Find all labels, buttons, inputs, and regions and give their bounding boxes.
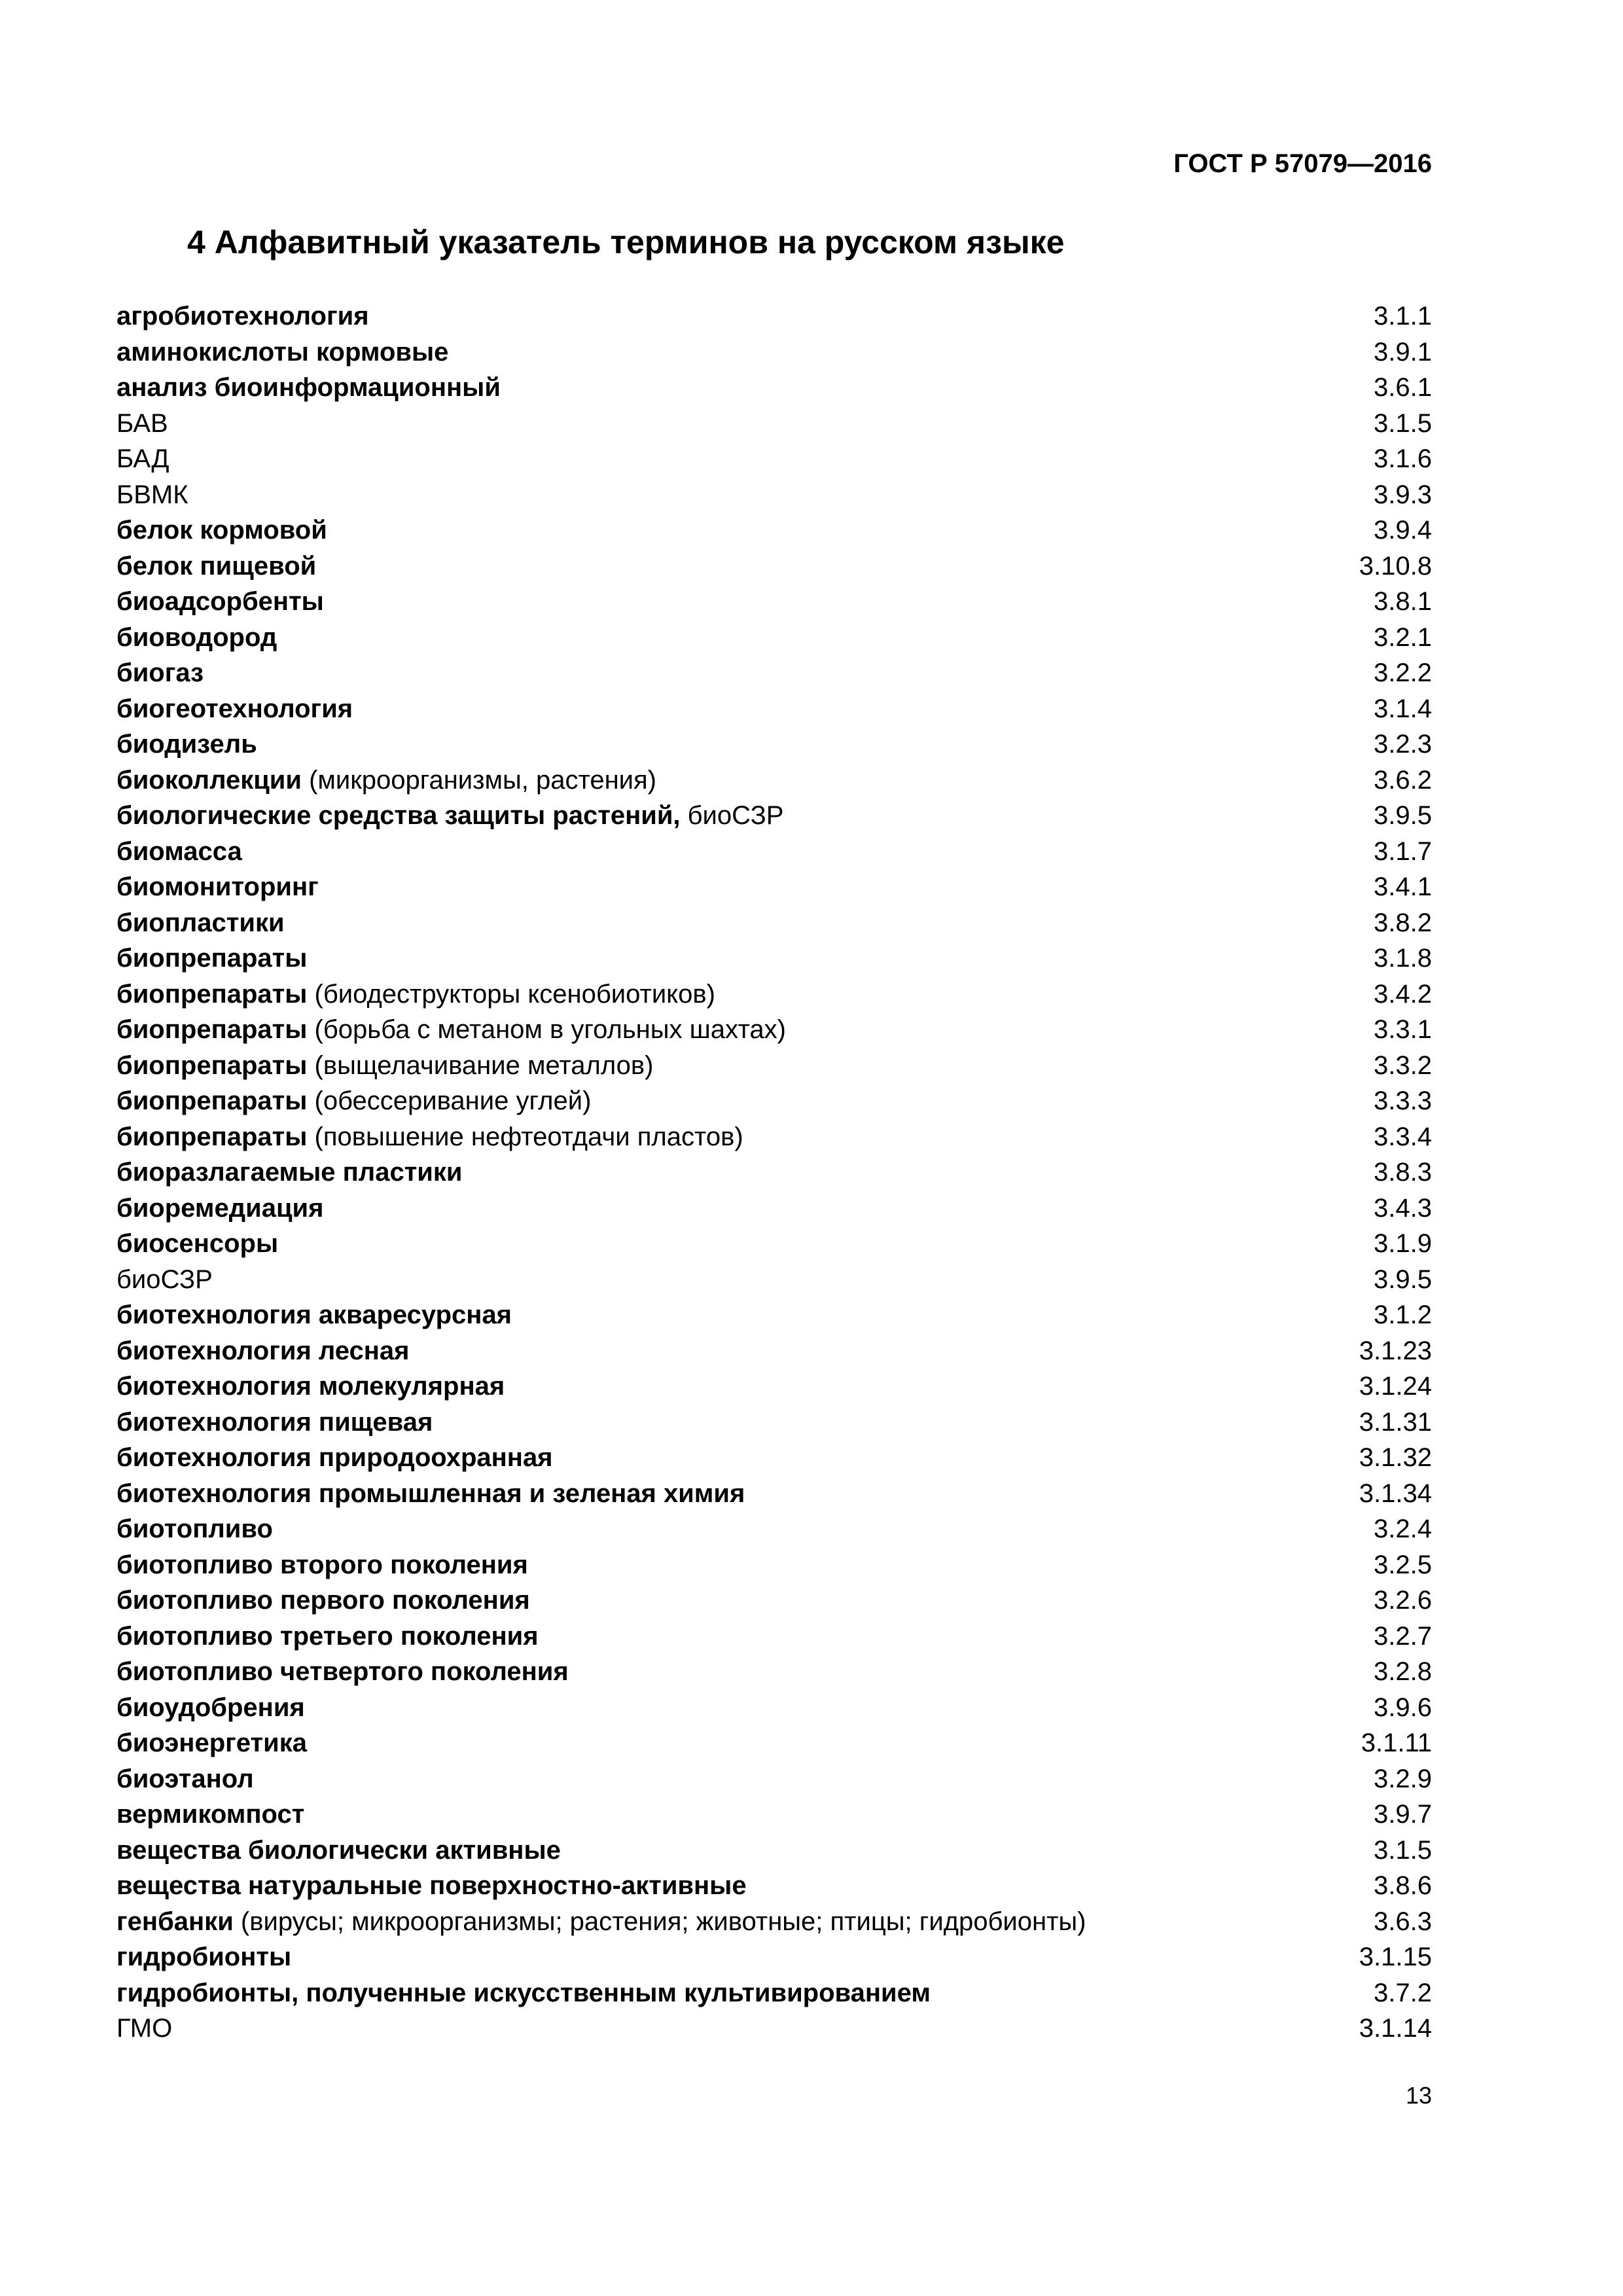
entry-term: биомасса [116,836,242,866]
index-entry [116,584,1432,620]
entry-term: биопрепараты [116,944,308,973]
index-entry [116,834,1432,870]
entry-term: биомониторинг [116,872,319,901]
entry-term: биоэнергетика [116,1729,307,1757]
entry-ref: 3.2.6 [1374,1586,1432,1615]
entry-ref: 3.6.3 [1374,1907,1432,1936]
entry-ref: 3.9.3 [1374,480,1432,509]
entry-text [116,1191,323,1227]
entry-ref: 3.2.9 [1374,1764,1432,1793]
entry-text [116,1369,505,1405]
entry-text [116,334,448,370]
index-entry [116,1583,1432,1619]
entry-ref: 3.6.2 [1374,765,1432,795]
index-entry [116,1476,1432,1512]
entry-term: биотопливо третьего поколения [116,1621,539,1651]
entry-text [116,905,285,941]
entry-text [116,1833,561,1869]
entry-ref: 3.9.5 [1374,801,1432,830]
entry-note: (обессеривание углей) [307,1086,592,1115]
index-entry [116,620,1432,656]
entry-text [116,1975,931,2011]
entry-term: биодизель [116,730,257,759]
index-entry [116,1654,1432,1690]
entry-ref: 3.1.14 [1359,2014,1432,2043]
entry-ref: 3.1.34 [1359,1479,1432,1508]
entry-text [116,512,327,548]
entry-text [116,941,307,977]
entry-text [116,834,242,870]
entry-term: биотехнология акваресурсная [116,1300,512,1329]
section-title: 4 Алфавитный указатель терминов на русском языке [187,224,1065,260]
index-entry [116,1833,1432,1869]
index-entry [116,1333,1432,1369]
entry-term: аминокислоты кормовые [116,337,449,367]
index-entry [116,477,1432,513]
entry-text [116,441,169,477]
entry-ref: 3.1.5 [1374,408,1432,438]
index-entry [116,977,1432,1013]
entry-text [116,298,369,334]
entry-term: БАД [116,444,169,473]
page-number: 13 [1405,2082,1432,2109]
entry-text [116,2011,172,2047]
entry-ref: 3.1.8 [1374,944,1432,973]
entry-ref: 3.1.7 [1374,836,1432,866]
entry-ref: 3.9.7 [1374,1800,1432,1829]
entry-note: (повышение нефтеотдачи пластов) [307,1122,743,1151]
index-entry [116,441,1432,477]
entry-ref: 3.8.3 [1374,1158,1432,1187]
entry-text [116,1547,528,1583]
entry-term: биотопливо [116,1515,273,1543]
entry-term: биотехнология промышленная и зеленая химия [116,1479,745,1508]
entry-term: биогеотехнология [116,694,353,723]
entry-text [116,1619,539,1655]
entry-text [116,1904,1086,1940]
entry-text [116,691,353,727]
entry-term: биоСЗР [116,1265,213,1294]
entry-ref: 3.1.32 [1359,1443,1432,1472]
entry-term: вещества натуральные поверхностно-активные [116,1871,747,1900]
index-entry [116,1619,1432,1655]
entry-text [116,798,783,834]
entry-text [116,370,501,406]
entry-text [116,977,715,1013]
entry-ref: 3.3.1 [1374,1015,1432,1044]
entry-ref: 3.4.2 [1374,979,1432,1009]
entry-term: БВМК [116,480,188,509]
entry-ref: 3.1.15 [1359,1943,1432,1971]
entry-text [116,1440,553,1476]
entry-text [116,1725,307,1761]
entry-ref: 3.1.1 [1374,302,1432,331]
index-entry [116,1012,1432,1048]
index-entry [116,1939,1432,1975]
entry-text [116,1155,463,1191]
entry-term: биопрепараты [116,979,308,1009]
entry-term: биотопливо второго поколения [116,1550,528,1579]
entry-term: биоводород [116,622,277,652]
index-entry [116,869,1432,905]
index-entry [116,1226,1432,1262]
index-entry [116,298,1432,334]
entry-term: биоудобрения [116,1693,305,1722]
entry-text [116,726,257,762]
entry-ref: 3.9.6 [1374,1693,1432,1722]
index-entry [116,941,1432,977]
entry-term: биотехнология пищевая [116,1407,433,1437]
entry-text [116,1868,747,1904]
index-entry [116,1690,1432,1726]
entry-term: БАВ [116,408,168,438]
entry-text [116,406,168,442]
entry-term: биопрепараты [116,1015,308,1044]
entry-note: (вирусы; микроорганизмы; растения; животные; птицы; гидробионты) [233,1907,1086,1936]
entry-text [116,655,204,691]
entry-ref: 3.2.7 [1374,1621,1432,1651]
entry-ref: 3.1.31 [1359,1407,1432,1437]
index-entry [116,798,1432,834]
entry-text [116,584,324,620]
index-entry [116,1511,1432,1547]
entry-text [116,620,277,656]
index-entry [116,1440,1432,1476]
index-entry [116,512,1432,548]
entry-ref: 3.2.8 [1374,1657,1432,1686]
entry-term: гидробионты, полученные искусственным культивированием [116,1978,931,2007]
index-entry [116,1191,1432,1227]
entry-term: ГМО [116,2014,173,2043]
entry-term: биотехнология лесная [116,1336,410,1365]
entry-text [116,1119,743,1155]
index-entry [116,1048,1432,1084]
entry-text [116,1297,512,1333]
entry-text [116,1226,278,1262]
entry-note: (микроорганизмы, растения) [302,765,656,795]
entry-term: биогаз [116,658,204,687]
entry-term: биоколлекции [116,765,302,795]
entry-ref: 3.2.5 [1374,1550,1432,1579]
entry-ref: 3.1.6 [1374,444,1432,473]
entry-ref: 3.3.3 [1374,1086,1432,1115]
index-entry [116,1761,1432,1797]
entry-text [116,1583,530,1619]
entry-ref: 3.8.6 [1374,1871,1432,1900]
index-entry [116,2011,1432,2047]
entry-term: биоэтанол [116,1764,254,1793]
document-id: ГОСТ Р 57079—2016 [1173,149,1432,178]
entry-ref: 3.1.5 [1374,1835,1432,1865]
entry-term: биоадсорбенты [116,587,324,616]
entry-term: биотопливо первого поколения [116,1586,530,1615]
entry-term: биопрепараты [116,1086,308,1115]
entry-term: биопрепараты [116,1122,308,1151]
index-entry [116,1083,1432,1119]
entry-ref: 3.1.9 [1374,1229,1432,1258]
entry-text [116,1012,786,1048]
index-entry [116,1725,1432,1761]
index-entry [116,1369,1432,1405]
index-entry [116,1155,1432,1191]
entry-term: агробиотехнология [116,302,369,331]
entry-text [116,1405,433,1441]
entry-ref: 3.1.2 [1374,1300,1432,1329]
entry-term: анализ биоинформационный [116,373,501,402]
index-entry [116,726,1432,762]
entry-ref: 3.1.11 [1361,1729,1432,1757]
entry-text [116,1083,591,1119]
entry-ref: 3.6.1 [1374,373,1432,402]
entry-text [116,1476,745,1512]
entry-note: (выщелачивание металлов) [307,1050,654,1080]
entry-text [116,548,316,584]
entry-term: вермикомпост [116,1800,305,1829]
entry-text [116,1511,273,1547]
entry-note: биоСЗР [680,801,784,830]
entry-ref: 3.1.4 [1374,694,1432,723]
index-entry [116,1975,1432,2011]
entry-term: белок пищевой [116,551,317,581]
entry-text [116,869,319,905]
entry-ref: 3.2.4 [1374,1515,1432,1543]
entry-ref: 3.4.1 [1374,872,1432,901]
index-entry [116,1119,1432,1155]
entry-ref: 3.4.3 [1374,1193,1432,1223]
entry-term: гидробионты [116,1943,292,1971]
entry-term: белок кормовой [116,516,327,545]
entry-ref: 3.9.1 [1374,337,1432,367]
entry-ref: 3.9.4 [1374,516,1432,545]
index-entry [116,370,1432,406]
entry-term: биопрепараты [116,1050,308,1080]
entry-ref: 3.2.3 [1374,730,1432,759]
entry-ref: 3.9.5 [1374,1265,1432,1294]
entry-term: биотехнология молекулярная [116,1372,505,1401]
entry-text [116,1761,254,1797]
entry-note: (борьба с метаном в угольных шахтах) [307,1015,786,1044]
entry-text [116,1048,653,1084]
entry-text [116,1690,305,1726]
entry-term: биотехнология природоохранная [116,1443,553,1472]
index-entry [116,406,1432,442]
index-entry [116,1262,1432,1298]
entry-ref: 3.1.23 [1359,1336,1432,1365]
entry-term: вещества биологически активные [116,1835,561,1865]
index-entry [116,905,1432,941]
index-entry [116,691,1432,727]
entry-ref: 3.1.24 [1359,1372,1432,1401]
entry-ref: 3.7.2 [1374,1978,1432,2007]
index-entry [116,762,1432,798]
entry-text [116,1654,569,1690]
entry-ref: 3.8.2 [1374,908,1432,937]
entry-text [116,477,188,513]
entry-term: биотопливо четвертого поколения [116,1657,569,1686]
index-entry [116,1797,1432,1833]
entry-term: биосенсоры [116,1229,279,1258]
entry-ref: 3.8.1 [1374,587,1432,616]
entry-text [116,1262,213,1298]
entry-term: биологические средства защиты растений, [116,801,681,830]
index-entry [116,1297,1432,1333]
index-entry [116,1547,1432,1583]
entry-ref: 3.3.4 [1374,1122,1432,1151]
entry-text [116,1797,304,1833]
entry-ref: 3.2.1 [1374,622,1432,652]
entry-term: биоразлагаемые пластики [116,1158,463,1187]
entry-text [116,1333,410,1369]
index-entry [116,655,1432,691]
entry-term: биоремедиация [116,1193,324,1223]
index-entry [116,1904,1432,1940]
entry-text [116,762,656,798]
index-entry [116,548,1432,584]
entry-note: (биодеструкторы ксенобиотиков) [307,979,715,1009]
entry-term: генбанки [116,1907,234,1936]
entry-ref: 3.10.8 [1359,551,1432,581]
index-entry [116,1405,1432,1441]
entry-text [116,1939,291,1975]
term-index-list [116,298,1432,2047]
index-entry [116,1868,1432,1904]
index-entry [116,334,1432,370]
entry-ref: 3.2.2 [1374,658,1432,687]
entry-term: биопластики [116,908,285,937]
entry-ref: 3.3.2 [1374,1050,1432,1080]
